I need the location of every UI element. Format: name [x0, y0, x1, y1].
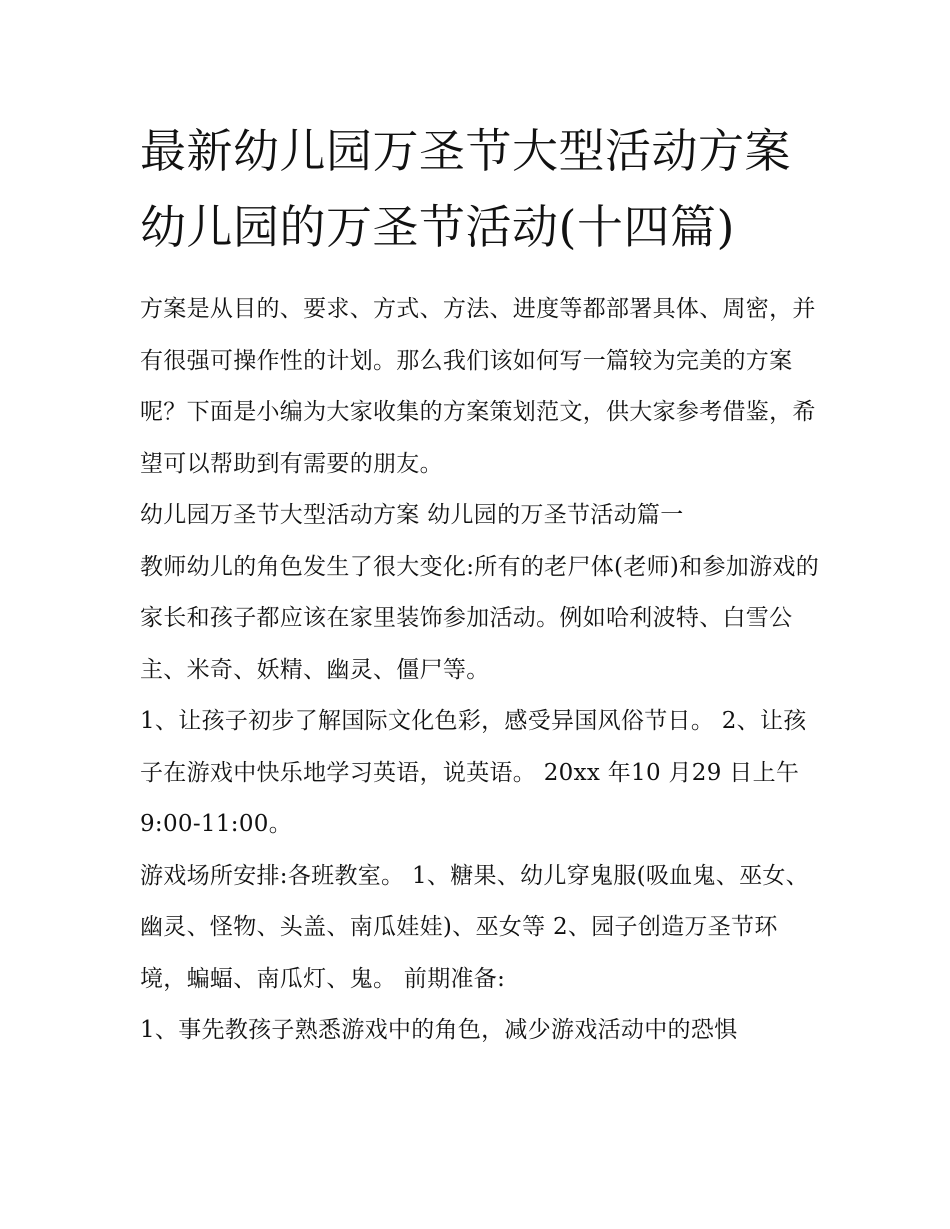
intro-paragraph: 方案是从目的、要求、方式、方法、进度等都部署具体、周密，并有很强可操作性的计划。那么我们该如何写一篇较为完美的方案呢？下面是小编为大家收集的方案策划范文，供大家参考借鉴，希望可以帮助到有需要的朋友。 — [140, 296, 816, 477]
body-paragraph: 1、让孩子初步了解国际文化色彩，感受异国风俗节日。 2、让孩子在游戏中快乐地学习英语，说英语。 20xx 年10 月29 日上午 9:00-11:00。 — [140, 708, 807, 837]
section-heading: 幼儿园万圣节大型活动方案 幼儿园的万圣节活动篇一 — [140, 502, 684, 528]
document-body — [140, 284, 820, 1057]
body-paragraph: 教师幼儿的角色发生了很大变化:所有的老尸体(老师)和参加游戏的家长和孩子都应该在家里装饰参加活动。例如哈利波特、白雪公主、米奇、妖精、幽灵、僵尸等。 — [140, 553, 819, 683]
body-paragraph: 1、事先教孩子熟悉游戏中的角色，减少游戏活动中的恐惧 — [140, 1017, 738, 1043]
document-title: 最新幼儿园万圣节大型活动方案 幼儿园的万圣节活动(十四篇) — [140, 124, 791, 254]
body-paragraph: 游戏场所安排:各班教室。 1、糖果、幼儿穿鬼服(吸血鬼、巫女、幽灵、怪物、头盖、南瓜娃娃)、巫女等 2、园子创造万圣节环境，蝙蝠、南瓜灯、鬼。 前期准备: — [140, 862, 809, 992]
